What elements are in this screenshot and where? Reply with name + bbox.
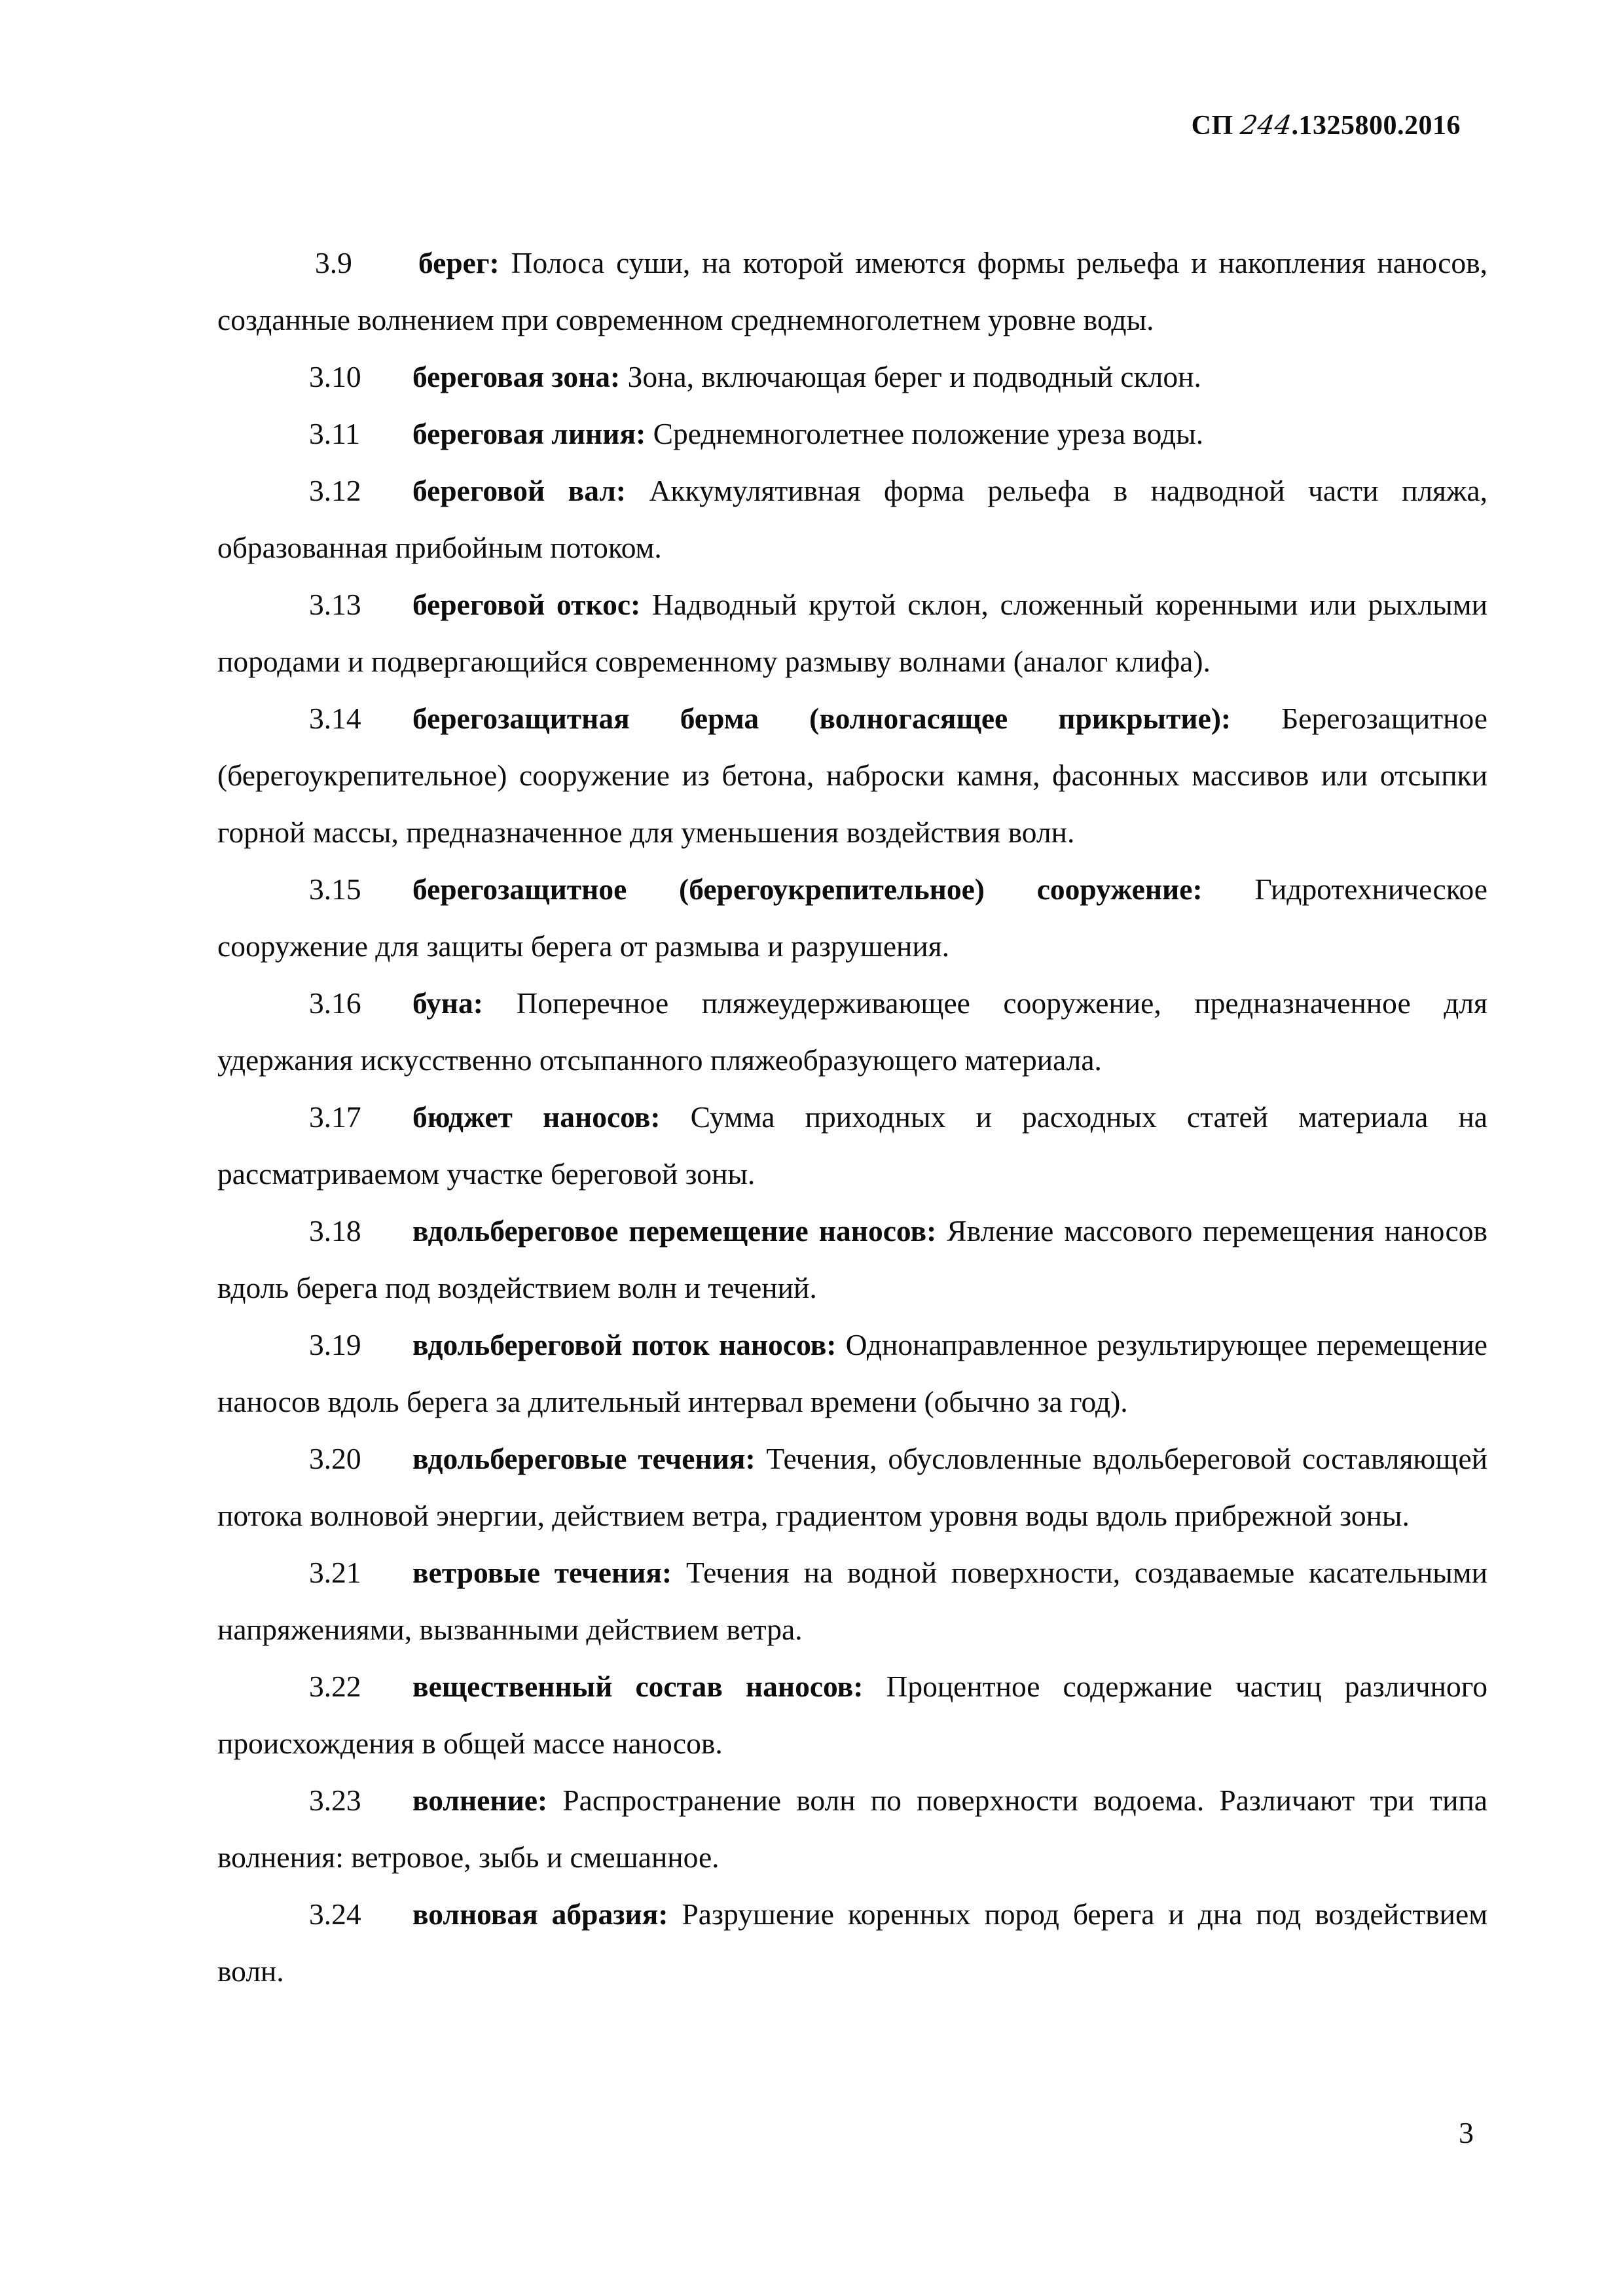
entry-term: буна: xyxy=(412,986,483,1020)
entry-term: вдольбереговые течения: xyxy=(412,1442,756,1475)
entry-term: волнение: xyxy=(412,1784,548,1817)
entry-text: Аккумулятивная форма рельефа в надводной части пляжа, образованная прибойным потоком. xyxy=(217,474,1487,564)
entry-number: 3.13 xyxy=(309,588,361,621)
definition-entry xyxy=(217,1430,1487,1544)
entry-number: 3.9 xyxy=(315,246,352,279)
header-prefix: СП xyxy=(1191,111,1241,141)
entry-term: бюджет наносов: xyxy=(412,1100,661,1134)
definition-entry xyxy=(217,1202,1487,1316)
definition-entry xyxy=(217,690,1487,861)
entry-text: Надводный крутой склон, сложенный коренными или рыхлыми породами и подвергающийся современному размыву волнами (аналог клифа). xyxy=(217,588,1487,678)
definition-entry xyxy=(217,405,1487,462)
header-suffix: .1325800.2016 xyxy=(1291,111,1461,141)
entry-number: 3.16 xyxy=(309,986,361,1020)
definition-entry xyxy=(217,1658,1487,1772)
definition-entry xyxy=(217,234,1487,348)
definition-entry xyxy=(217,576,1487,690)
entry-text: Поперечное пляжеудерживающее сооружение, предназначенное для удержания искусственно отсыпанного пляжеобразующего материала. xyxy=(217,986,1487,1077)
entry-term: берегозащитная берма (волногасящее прикрытие): xyxy=(412,702,1231,735)
page-number: 3 xyxy=(1459,2116,1474,2149)
entry-text: Однонаправленное результирующее перемещение наносов вдоль берега за длительный интервал времени (обычно за год). xyxy=(217,1328,1487,1418)
definition-entry xyxy=(217,1088,1487,1202)
entry-term: береговая линия: xyxy=(412,417,646,450)
entry-number: 3.22 xyxy=(309,1670,361,1703)
definition-entry xyxy=(217,462,1487,576)
entry-text: Процентное содержание частиц различного происхождения в общей массе наносов. xyxy=(217,1670,1487,1760)
entry-number: 3.21 xyxy=(309,1556,361,1589)
entry-number: 3.12 xyxy=(309,474,361,507)
definition-entry xyxy=(217,348,1487,405)
entry-number: 3.18 xyxy=(309,1214,361,1247)
entry-text: Среднемноголетнее положение уреза воды. xyxy=(646,417,1204,450)
definitions-list xyxy=(217,234,1487,2000)
entry-number: 3.15 xyxy=(309,872,361,906)
entry-number: 3.24 xyxy=(309,1897,361,1931)
entry-term: ветровые течения: xyxy=(412,1556,672,1589)
entry-term: берегозащитное (берегоукрепительное) сооружение: xyxy=(412,872,1203,906)
entry-text: Зона, включающая берег и подводный склон. xyxy=(620,360,1201,393)
entry-term: вещественный состав наносов: xyxy=(412,1670,864,1703)
entry-term: береговой вал: xyxy=(412,474,627,507)
entry-text: Гидротехническое сооружение для защиты берега от размыва и разрушения. xyxy=(217,872,1487,963)
document-header xyxy=(1192,110,1461,141)
definition-entry xyxy=(217,861,1487,975)
entry-term: вдольбереговое перемещение наносов: xyxy=(412,1214,937,1247)
entry-text: Явление массового перемещения наносов вдоль берега под воздействием волн и течений. xyxy=(217,1214,1487,1304)
entry-term: береговая зона: xyxy=(412,360,621,393)
definition-entry xyxy=(217,1316,1487,1430)
entry-number: 3.17 xyxy=(309,1100,361,1134)
entry-number: 3.11 xyxy=(309,417,360,450)
definition-entry xyxy=(217,1772,1487,1886)
definition-entry xyxy=(217,1886,1487,2000)
entry-term: берег: xyxy=(418,246,500,279)
definition-entry xyxy=(217,975,1487,1088)
entry-text: Течения, обусловленные вдольбереговой составляющей потока волновой энергии, действием ветра, градиентом уровня воды вдоль прибрежной зоны. xyxy=(217,1442,1487,1532)
entry-number: 3.14 xyxy=(309,702,361,735)
handwritten-number: 244 xyxy=(1238,111,1294,141)
entry-text: Полоса суши, на которой имеются формы рельефа и накопления наносов, созданные волнением при современном среднемноголетнем уровне воды. xyxy=(217,246,1487,336)
entry-term: береговой откос: xyxy=(412,588,641,621)
entry-term: вдольбереговой поток наносов: xyxy=(412,1328,837,1361)
entry-text: Течения на водной поверхности, создаваемые касательными напряжениями, вызванными действием ветра. xyxy=(217,1556,1487,1646)
entry-term: волновая абразия: xyxy=(412,1897,668,1931)
entry-text: Распространение волн по поверхности водоема. Различают три типа волнения: ветровое, зыбь и смешанное. xyxy=(217,1784,1487,1874)
definition-entry xyxy=(217,1544,1487,1658)
entry-text: Берегозащитное (берегоукрепительное) сооружение из бетона, наброски камня, фасонных массивов или отсыпки горной массы, предназначенное для уменьшения воздействия волн. xyxy=(217,702,1487,849)
entry-text: Сумма приходных и расходных статей материала на рассматриваемом участке береговой зоны. xyxy=(217,1100,1487,1191)
entry-number: 3.10 xyxy=(309,360,361,393)
entry-text: Разрушение коренных пород берега и дна под воздействием волн. xyxy=(217,1897,1487,1988)
entry-number: 3.23 xyxy=(309,1784,361,1817)
entry-number: 3.20 xyxy=(309,1442,361,1475)
entry-number: 3.19 xyxy=(309,1328,361,1361)
